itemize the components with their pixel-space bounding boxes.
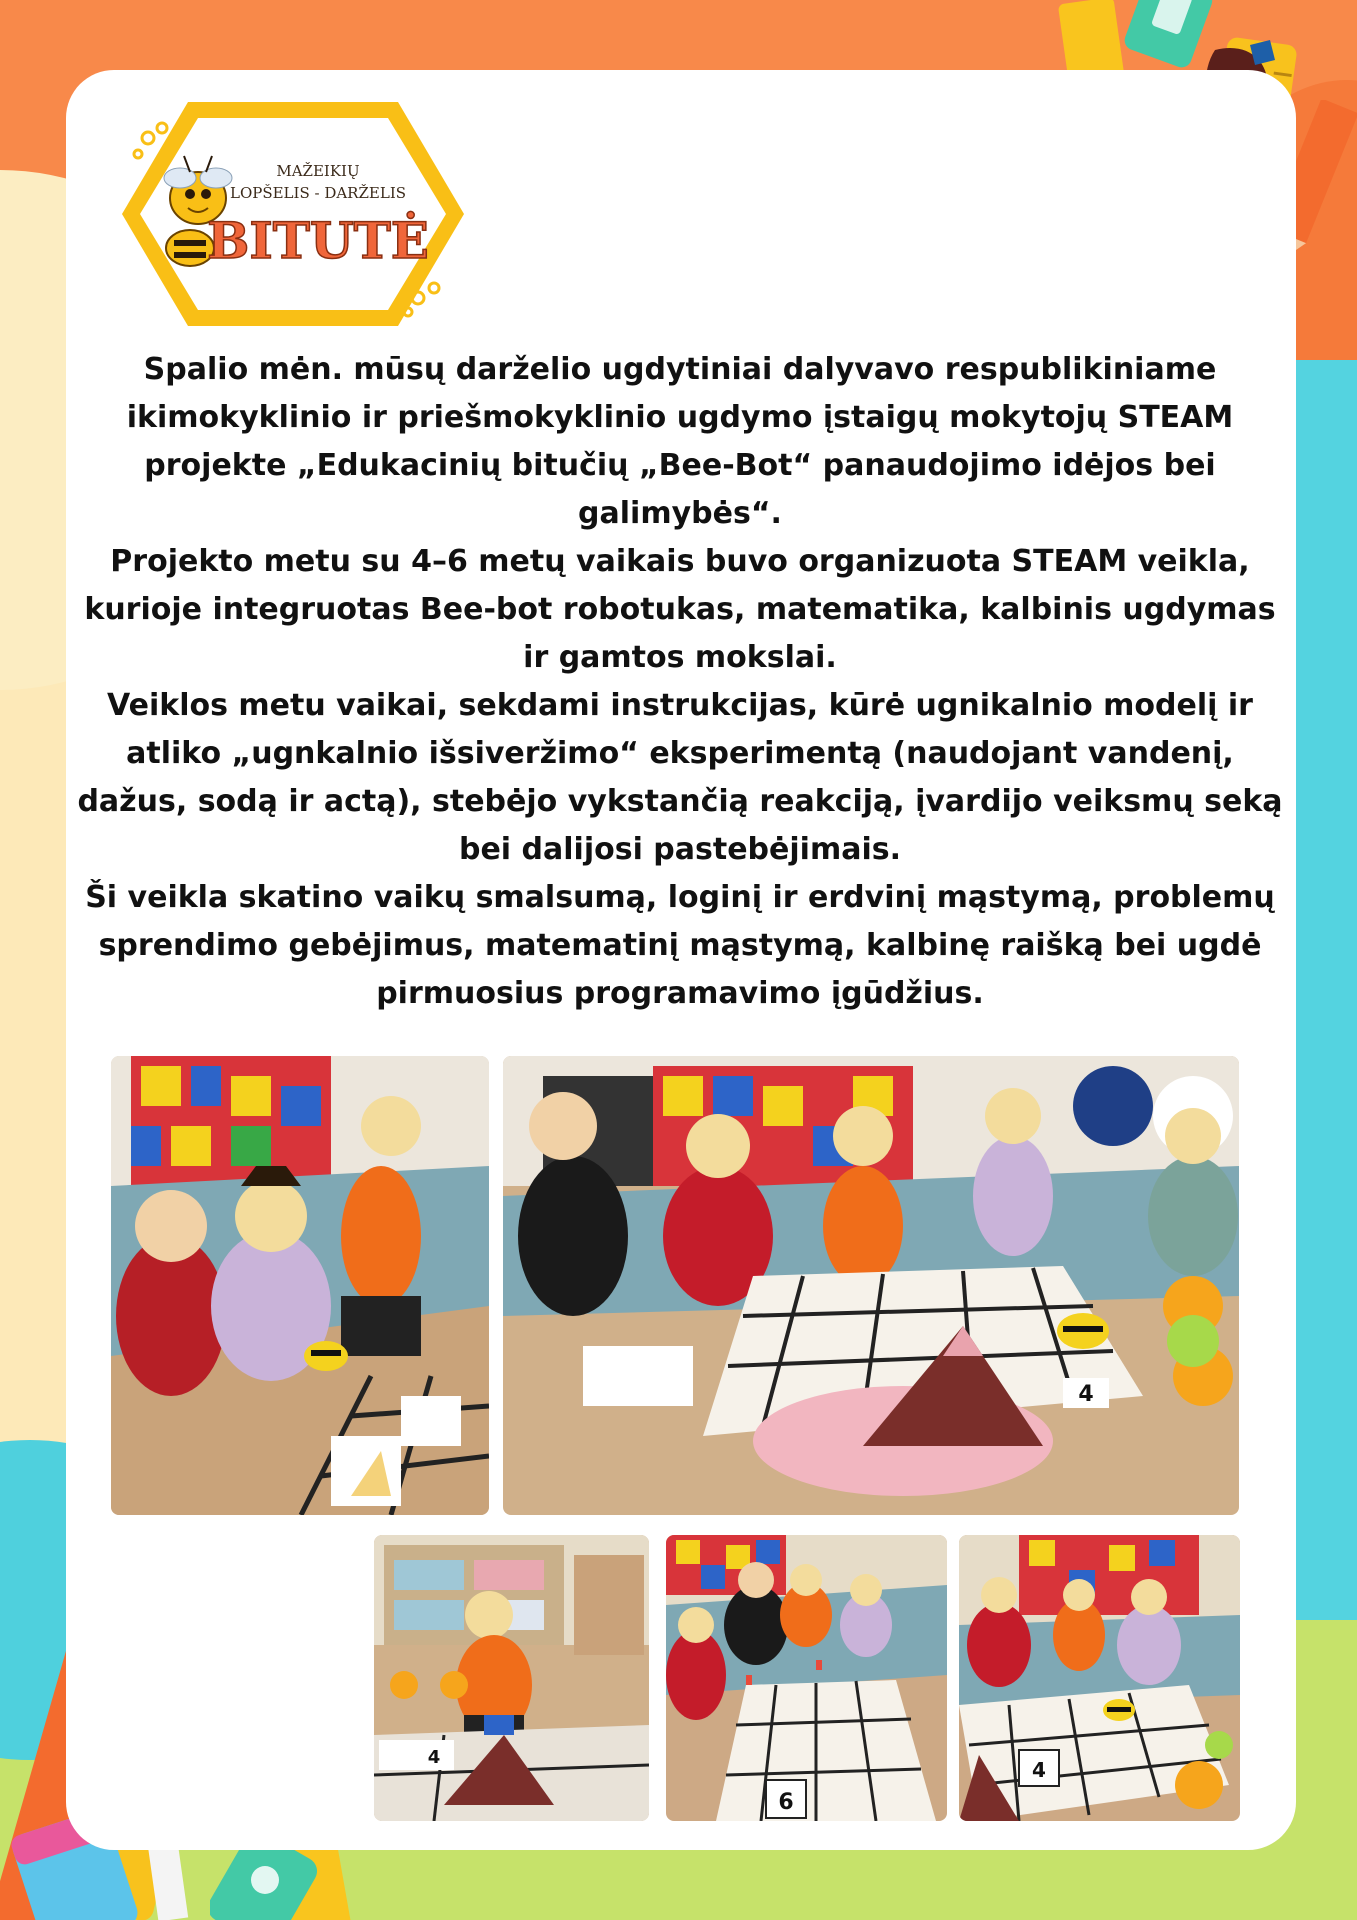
- photo-4-card-number: 6: [778, 1790, 794, 1815]
- paragraph-2: Projekto metu su 4–6 metų vaikais buvo organizuota STEAM veikla, kurioje integruotas Bee-bot robotukas, matematika, kalbinis ugdymas ir gamtos mokslai.: [84, 544, 1276, 675]
- article-text: [74, 346, 1286, 1018]
- photo-5-card-number: 4: [1032, 1758, 1046, 1782]
- paragraph-4: Ši veikla skatino vaikų smalsumą, loginį ir erdvinį mąstymą, problemų sprendimo gebėjimus, matematinį mąstymą, kalbinę raišką bei ugdė pirmuosius programavimo įgūdžius.: [85, 880, 1275, 1011]
- photo-children-with-robot: [959, 1535, 1240, 1821]
- photo-boy-with-volcano: [374, 1535, 649, 1821]
- photo-volcano-experiment: [503, 1056, 1239, 1515]
- photo-3-card-number: 4: [427, 1747, 441, 1768]
- logo-name: BITUTĖ: [207, 211, 429, 270]
- photo-2-card-number: 4: [1078, 1382, 1094, 1407]
- paragraph-3: Veiklos metu vaikai, sekdami instrukcijas, kūrė ugnikalnio modelį ir atliko „ugnkalnio išsiveržimo“ eksperimentą (naudojant vandenį, dažus, sodą ir actą), stebėjo vykstančią reakciją, įvardijo veiksmų seką bei dalijosi pastebėjimais.: [77, 688, 1283, 867]
- logo-line-1: MAŽEIKIŲ: [276, 162, 360, 180]
- paragraph-1: Spalio mėn. mūsų darželio ugdytiniai dalyvavo respublikiniame ikimokyklinio ir priešmokyklinio ugdymo įstaigų mokytojų STEAM projekte „Edukacinių bitučių „Bee-Bot“ panaudojimo idėjos bei galimybės“.: [126, 352, 1234, 531]
- photo-children-on-grid: [666, 1535, 947, 1821]
- photo-children-with-beebot: [111, 1056, 489, 1515]
- logo-line-2: LOPŠELIS - DARŽELIS: [229, 184, 407, 202]
- kindergarten-logo: [118, 98, 468, 330]
